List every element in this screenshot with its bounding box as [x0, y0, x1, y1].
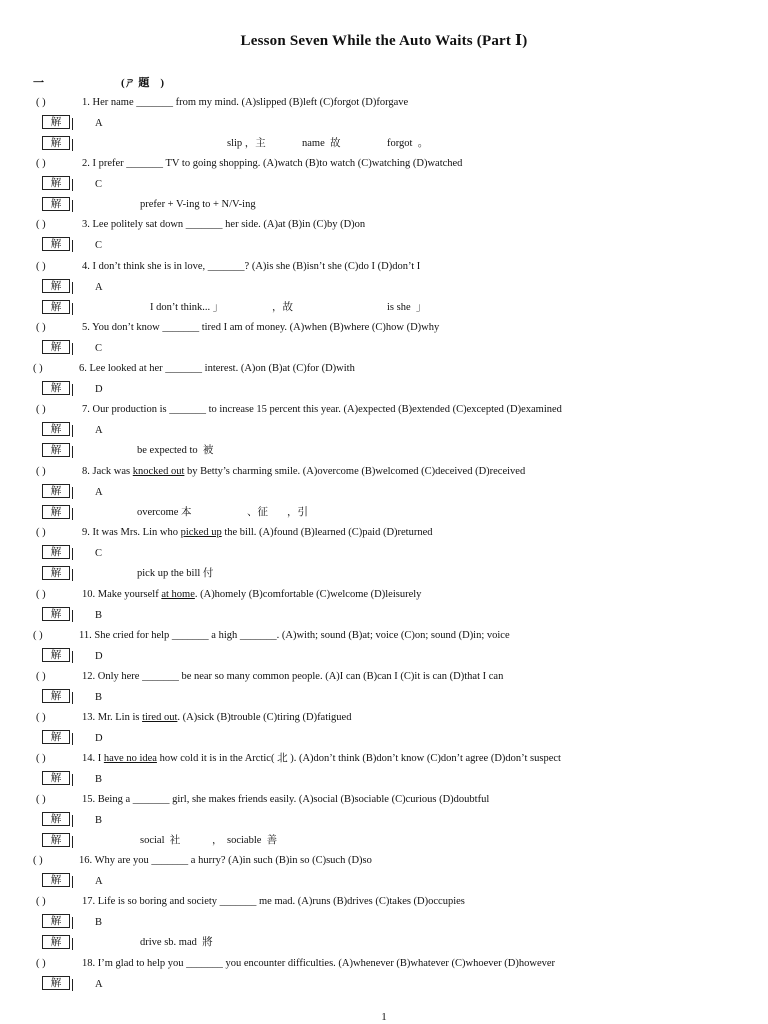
question-row	[36, 668, 503, 686]
question-text-rest: by Betty’s charming smile. (A)overcome (B)welcomed (C)deceived (D)received	[184, 466, 526, 477]
explanation-label: 解	[42, 443, 70, 457]
question-row	[36, 319, 439, 337]
explanation-text: ，故	[272, 302, 293, 313]
answer-row	[42, 914, 102, 932]
explanation-text: pick up the bill 付	[137, 568, 214, 579]
answer-value: A	[95, 117, 103, 129]
question-row	[36, 216, 365, 234]
question-number: 4.	[82, 261, 90, 272]
underlined-phrase: have no idea	[103, 753, 157, 764]
question-number: 5.	[82, 322, 90, 333]
answer-row	[42, 730, 103, 748]
question-text-rest: how cold it is in the Arctic( 北 ). (A)don’t think (B)don’t know (C)don’t agree (D)don’t suspect	[156, 753, 561, 764]
answer-label: 解	[42, 607, 70, 621]
question-text: I don’t think she is in love, _______? (A)is she (B)isn’t she (C)do I (D)don’t I	[92, 261, 421, 272]
question-number: 17.	[82, 896, 96, 907]
answer-blank[interactable]: ( )	[36, 753, 46, 764]
answer-row	[42, 340, 102, 358]
question-text-rest: . (A)homely (B)comfortable (C)welcome (D)leisurely	[194, 589, 422, 600]
question-row	[36, 893, 465, 911]
question-text: It was Mrs. Lin who	[92, 527, 181, 538]
question-text: Lee politely sat down _______ her side. (A)at (B)in (C)by (D)on	[92, 219, 366, 230]
question-text: Mr. Lin is	[97, 712, 143, 723]
answer-label: 解	[42, 914, 70, 928]
answer-value: A	[95, 486, 103, 498]
explanation-row	[42, 196, 742, 214]
answer-row	[42, 115, 103, 133]
question-text: You don’t know _______ tired I am of money. (A)when (B)where (C)how (D)why	[92, 322, 440, 333]
explanation-text: social 社	[140, 835, 181, 846]
answer-label: 解	[42, 648, 70, 662]
question-row	[36, 955, 555, 973]
explanation-text: drive sb. mad 將	[140, 937, 213, 948]
answer-row	[42, 484, 103, 502]
answer-label: 解	[42, 115, 70, 129]
explanation-text: name 故	[302, 138, 341, 149]
explanation-label: 解	[42, 300, 70, 314]
explanation-text: slip ，主	[227, 138, 266, 149]
question-text: Being a _______ girl, she makes friends easily. (A)social (B)sociable (C)curious (D)doubtful	[97, 794, 490, 805]
answer-blank[interactable]: ( )	[33, 855, 43, 866]
question-row	[36, 791, 489, 809]
answer-blank[interactable]: ( )	[36, 527, 46, 538]
question-text-rest: the bill. (A)found (B)learned (C)paid (D)returned	[221, 527, 433, 538]
answer-value: C	[95, 547, 103, 559]
answer-value: B	[95, 814, 103, 826]
explanation-text: I don’t think... 」	[150, 302, 224, 313]
question-row	[33, 852, 372, 870]
question-text: Our production is _______ to increase 15 percent this year. (A)expected (B)extended (C)excepted (D)examined	[92, 404, 562, 415]
question-row	[33, 627, 510, 645]
question-row	[36, 586, 421, 604]
question-row	[36, 709, 351, 727]
answer-blank[interactable]: ( )	[36, 671, 46, 682]
answer-value: C	[95, 178, 103, 190]
answer-value: D	[95, 650, 103, 662]
question-number: 3.	[82, 219, 90, 230]
question-number: 9.	[82, 527, 90, 538]
answer-label: 解	[42, 976, 70, 990]
question-number: 18.	[82, 958, 96, 969]
answer-row	[42, 545, 102, 563]
question-row	[33, 360, 355, 378]
answer-blank[interactable]: ( )	[36, 158, 46, 169]
answer-label: 解	[42, 771, 70, 785]
question-row	[36, 401, 562, 419]
explanation-row	[42, 832, 742, 850]
explanation-label: 解	[42, 935, 70, 949]
answer-row	[42, 976, 103, 994]
question-number: 14.	[82, 753, 96, 764]
question-text: Her name _______ from my mind. (A)slipped (B)left (C)forgot (D)forgave	[92, 97, 409, 108]
answer-row	[42, 176, 102, 194]
underlined-phrase: tired out	[142, 712, 178, 723]
answer-row	[42, 422, 103, 440]
answer-label: 解	[42, 237, 70, 251]
answer-value: B	[95, 691, 103, 703]
explanation-label: 解	[42, 505, 70, 519]
answer-value: C	[95, 239, 103, 251]
answer-blank[interactable]: ( )	[36, 958, 46, 969]
answer-value: A	[95, 424, 103, 436]
question-number: 13.	[82, 712, 96, 723]
explanation-text: 、征	[247, 507, 268, 518]
answer-label: 解	[42, 873, 70, 887]
section-mark: 一	[33, 77, 44, 89]
underlined-phrase: knocked out	[132, 466, 185, 477]
answer-value: D	[95, 732, 103, 744]
explanation-row	[42, 504, 742, 522]
question-row	[36, 94, 408, 112]
answer-blank[interactable]: ( )	[33, 630, 43, 641]
section-subtitle: (ㄕ 題 )	[121, 77, 165, 89]
underlined-phrase: at home	[161, 589, 195, 600]
question-row	[36, 463, 525, 481]
answer-label: 解	[42, 176, 70, 190]
explanation-row	[42, 442, 742, 460]
question-text: Lee looked at her _______ interest. (A)on (B)at (C)for (D)with	[89, 363, 355, 374]
question-text: Why are you _______ a hurry? (A)in such (B)in so (C)such (D)so	[94, 855, 372, 866]
answer-label: 解	[42, 381, 70, 395]
explanation-text: be expected to 被	[137, 445, 214, 456]
answer-value: A	[95, 978, 103, 990]
answer-blank[interactable]: ( )	[36, 219, 46, 230]
answer-value: A	[95, 281, 103, 293]
answer-value: B	[95, 916, 103, 928]
question-row	[36, 750, 561, 768]
answer-row	[42, 237, 102, 255]
question-number: 11.	[79, 630, 92, 641]
answer-label: 解	[42, 484, 70, 498]
answer-blank[interactable]: ( )	[36, 794, 46, 805]
answer-label: 解	[42, 340, 70, 354]
answer-blank[interactable]: ( )	[36, 261, 46, 272]
question-text: Only here _______ be near so many common people. (A)I can (B)can I (C)it is can (D)that I can	[97, 671, 504, 682]
explanation-row	[42, 135, 742, 153]
explanation-text: ，引	[287, 507, 308, 518]
question-row	[36, 155, 462, 173]
question-text: Life is so boring and society _______ me mad. (A)runs (B)drives (C)takes (D)occupies	[97, 896, 465, 907]
underlined-phrase: picked up	[180, 527, 222, 538]
section-heading	[33, 74, 165, 90]
explanation-text: prefer + V-ing to + N/V-ing	[140, 199, 256, 210]
question-number: 16.	[79, 855, 93, 866]
question-row	[36, 524, 433, 542]
question-text: She cried for help _______ a high _______. (A)with; sound (B)at; voice (C)on; sound (D)in; voice	[94, 630, 510, 641]
explanation-text: overcome 本	[137, 507, 192, 518]
answer-label: 解	[42, 422, 70, 436]
answer-label: 解	[42, 730, 70, 744]
answer-row	[42, 279, 103, 297]
answer-label: 解	[42, 812, 70, 826]
answer-blank[interactable]: ( )	[33, 363, 43, 374]
question-number: 7.	[82, 404, 90, 415]
explanation-label: 解	[42, 566, 70, 580]
answer-row	[42, 771, 102, 789]
answer-blank[interactable]: ( )	[36, 466, 46, 477]
answer-row	[42, 607, 102, 625]
question-text: I’m glad to help you _______ you encounter difficulties. (A)whenever (B)whatever (C)whoever (D)however	[97, 958, 556, 969]
answer-blank[interactable]: ( )	[36, 896, 46, 907]
answer-row	[42, 689, 102, 707]
answer-label: 解	[42, 689, 70, 703]
explanation-text: forgot 。	[387, 138, 429, 149]
explanation-text: is she 」	[387, 302, 427, 313]
explanation-label: 解	[42, 136, 70, 150]
answer-row	[42, 381, 103, 399]
answer-blank[interactable]: ( )	[36, 97, 46, 108]
question-number: 2.	[82, 158, 90, 169]
answer-label: 解	[42, 545, 70, 559]
answer-label: 解	[42, 279, 70, 293]
answer-blank[interactable]: ( )	[36, 712, 46, 723]
explanation-label: 解	[42, 197, 70, 211]
question-text: Jack was	[92, 466, 133, 477]
answer-value: A	[95, 875, 103, 887]
answer-row	[42, 812, 102, 830]
explanation-row	[42, 565, 742, 583]
answer-row	[42, 648, 103, 666]
explanation-label: 解	[42, 833, 70, 847]
explanation-row	[42, 299, 742, 317]
question-text: I	[97, 753, 104, 764]
answer-blank[interactable]: ( )	[36, 589, 46, 600]
answer-blank[interactable]: ( )	[36, 322, 46, 333]
question-number: 15.	[82, 794, 96, 805]
page-title: Lesson Seven While the Auto Waits (Part Ⅰ)	[240, 33, 528, 49]
answer-value: D	[95, 383, 103, 395]
answer-blank[interactable]: ( )	[36, 404, 46, 415]
question-text-rest: . (A)sick (B)trouble (C)tiring (D)fatigued	[177, 712, 352, 723]
page-number: 1	[381, 1011, 387, 1023]
question-row	[36, 258, 420, 276]
answer-value: B	[95, 609, 103, 621]
question-text: I prefer _______ TV to going shopping. (A)watch (B)to watch (C)watching (D)watched	[92, 158, 463, 169]
question-number: 8.	[82, 466, 90, 477]
answer-row	[42, 873, 103, 891]
answer-value: C	[95, 342, 103, 354]
explanation-text: sociable 善	[227, 835, 278, 846]
question-text: Make yourself	[97, 589, 162, 600]
question-number: 12.	[82, 671, 96, 682]
question-number: 1.	[82, 97, 90, 108]
explanation-row	[42, 934, 742, 952]
question-number: 6.	[79, 363, 87, 374]
explanation-text: ，	[212, 835, 223, 846]
question-number: 10.	[82, 589, 96, 600]
answer-value: B	[95, 773, 103, 785]
